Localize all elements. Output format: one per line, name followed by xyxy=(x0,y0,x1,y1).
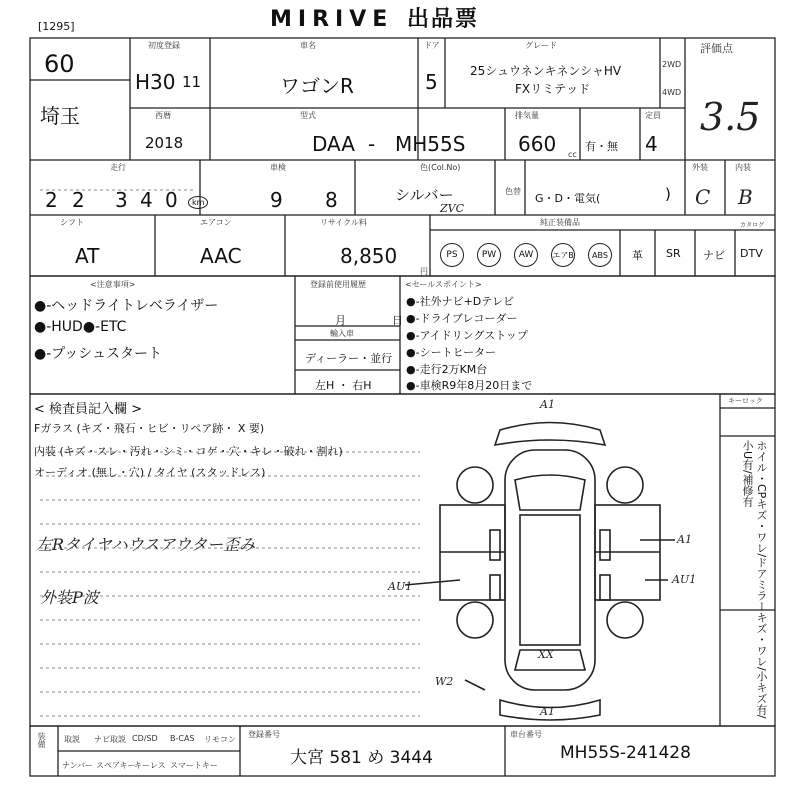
label-displacement: 排気量 xyxy=(515,111,539,120)
cc-unit: cc xyxy=(568,150,577,159)
equip-pw: PW xyxy=(477,243,501,267)
color-change-tag: 色替 xyxy=(505,187,521,196)
label-caution: <注意事項> xyxy=(90,280,136,289)
lot-count: 60 xyxy=(44,50,75,78)
label-inspection: 車検 xyxy=(270,163,286,172)
mark-left-bottom: W2 xyxy=(435,675,454,688)
era-year: H30 xyxy=(135,70,176,94)
mileage-digit-5: 0 xyxy=(165,188,178,212)
equip-sunroof: SR xyxy=(666,247,681,260)
equip-aw: AW xyxy=(514,243,538,267)
plate-number: 大宮 581 め 3444 xyxy=(290,748,433,768)
equip-leather: 革 xyxy=(632,249,643,262)
mark-rear: A1 xyxy=(540,705,555,718)
aircon: AAC xyxy=(200,244,242,268)
caution-2: ●-HUD●-ETC xyxy=(34,319,127,335)
equip-airbag: エアB xyxy=(551,243,575,267)
label-key-lock: キーロック xyxy=(728,397,763,405)
inspector-note1: 左Rタイヤハウスアウター歪み xyxy=(36,535,256,554)
lot-number: [1295] xyxy=(38,20,75,33)
color-code: ZVC xyxy=(440,202,465,215)
chassis-number: MH55S-241428 xyxy=(560,743,691,763)
grade-line1: 25シュウネンキネンシャHV xyxy=(470,64,622,78)
region: 埼玉 xyxy=(40,104,80,128)
label-mileage: 走行 xyxy=(110,163,126,172)
inspect-month: 8 xyxy=(325,188,338,212)
item-smart-key: スマートキー xyxy=(170,761,218,770)
label-color: 色(Col.No) xyxy=(420,163,461,172)
capacity: 4 xyxy=(645,132,658,156)
mark-front: A1 xyxy=(540,398,555,411)
reg-month: 11 xyxy=(182,73,202,91)
inspector-note2: 外装P波 xyxy=(40,588,99,607)
mileage-digit-4: 4 xyxy=(140,188,153,212)
mark-left-rear: AU1 xyxy=(388,580,413,593)
sales-point-6: ●-車検R9年8月20日まで xyxy=(406,379,533,392)
label-equipment: 純正装備品 xyxy=(540,218,580,227)
inspector-line1: Fガラス (キズ・飛石・ヒビ・リペア跡・ X 要) xyxy=(34,422,265,435)
label-rating: 評価点 xyxy=(700,42,733,55)
item-plate: ナンバー xyxy=(62,761,94,770)
interior-grade: B xyxy=(738,185,753,209)
label-model: 型式 xyxy=(300,111,316,120)
label-grade: グレード xyxy=(525,41,557,50)
grade-line2: FXリミテッド xyxy=(515,82,591,96)
label-exterior: 外装 xyxy=(692,163,708,172)
mileage-digit-1: 2 xyxy=(45,188,58,212)
side-notes: ホイル・CPキズ・ワレ/ドアミラーキズ・ワレ/小キズ有/小U有/補修有 xyxy=(741,440,768,719)
mileage-digit-2: 2 xyxy=(72,188,85,212)
fuel-type: G・D・電気( xyxy=(535,192,601,205)
mark-right-front: A1 xyxy=(677,533,692,546)
color-name: シルバー xyxy=(395,186,454,204)
label-aircon: エアコン xyxy=(200,218,232,227)
caution-1: ●-ヘッドライトレベライザー xyxy=(34,298,219,314)
label-capacity: 定員 xyxy=(645,111,661,120)
sales-point-2: ●-ドライブレコーダー xyxy=(406,312,518,325)
model-prefix: DAA xyxy=(312,132,355,156)
label-doors: ドア xyxy=(424,41,440,50)
mark-center: XX xyxy=(538,648,554,661)
drive-4wd: 4WD xyxy=(662,88,682,97)
label-chassis: 車台番号 xyxy=(510,730,542,739)
label-car-name: 車名 xyxy=(300,41,316,50)
sales-point-4: ●-シートヒーター xyxy=(406,346,497,359)
history-month: 月 xyxy=(335,314,346,327)
history-steer: 左H ・ 右H xyxy=(315,379,372,392)
sales-point-5: ●-走行2万KM台 xyxy=(406,363,488,376)
rating-score: 3.5 xyxy=(700,95,761,139)
item-manual: 取説 xyxy=(64,735,80,744)
western-year: 2018 xyxy=(145,134,184,152)
exterior-grade: C xyxy=(695,185,711,209)
mileage-unit: km xyxy=(188,196,208,209)
history-import: 輸入車 xyxy=(330,329,354,338)
doc-title: 出品票 xyxy=(406,7,479,32)
item-cd-sd: CD/SD xyxy=(132,734,158,743)
brand-logo: MIRIVE xyxy=(270,7,394,32)
drive-2wd: 2WD xyxy=(662,60,682,69)
equip-ps: PS xyxy=(440,243,464,267)
car-name: ワゴンR xyxy=(280,74,354,98)
label-first-reg: 初度登録 xyxy=(148,41,180,50)
inspector-line3: オーディオ (無し・穴) / タイヤ (スタッドレス) xyxy=(34,466,266,479)
equip-abs: ABS xyxy=(588,243,612,267)
label-western: 西暦 xyxy=(155,111,171,120)
label-interior: 内装 xyxy=(735,163,751,172)
label-shift: シフト xyxy=(60,218,84,227)
equip-navi: ナビ xyxy=(703,249,725,262)
history-day: 日 xyxy=(392,314,403,327)
yen-unit: 円 xyxy=(420,267,428,276)
recycle-fee: 8,850 xyxy=(340,244,398,268)
label-plate: 登録番号 xyxy=(248,730,280,739)
label-catalog: カタログ xyxy=(740,222,765,229)
fuel-close: ) xyxy=(665,185,671,203)
door-count: 5 xyxy=(425,70,438,94)
mark-right-rear: AU1 xyxy=(672,573,697,586)
label-history: 登録前使用履歴 xyxy=(310,280,366,289)
sales-point-3: ●-アイドリングストップ xyxy=(406,329,528,342)
item-bcas: B-CAS xyxy=(170,734,195,743)
label-sales-points: <セールスポイント> xyxy=(405,280,482,289)
label-equipment-row: 装備 xyxy=(37,732,46,748)
model-dash: - xyxy=(368,132,376,156)
history-dealer: ディーラー・並行 xyxy=(305,352,393,365)
mileage-digit-3: 3 xyxy=(115,188,128,212)
item-navi-manual: ナビ取説 xyxy=(94,735,126,744)
sales-point-1: ●-社外ナビ+Dテレビ xyxy=(406,295,515,308)
inspector-line2: 内装 (キズ・スレ・汚れ・シミ・コゲ・穴・キレ・破れ・割れ) xyxy=(34,445,343,458)
nox-flag: 有・無 xyxy=(585,140,618,153)
item-remote: リモコン xyxy=(204,735,236,744)
model-code: MH55S xyxy=(395,132,466,156)
inspector-heading: < 検査員記入欄 > xyxy=(34,402,143,417)
label-recycle: リサイクル料 xyxy=(320,218,367,227)
item-spare-key: スペアキー xyxy=(96,761,136,770)
caution-3: ●-プッシュスタート xyxy=(34,346,163,362)
item-keyless: キーレス xyxy=(134,761,166,770)
inspect-year: 9 xyxy=(270,188,283,212)
displacement: 660 xyxy=(518,132,557,156)
shift: AT xyxy=(75,244,100,268)
equip-dtv: DTV xyxy=(740,247,763,260)
